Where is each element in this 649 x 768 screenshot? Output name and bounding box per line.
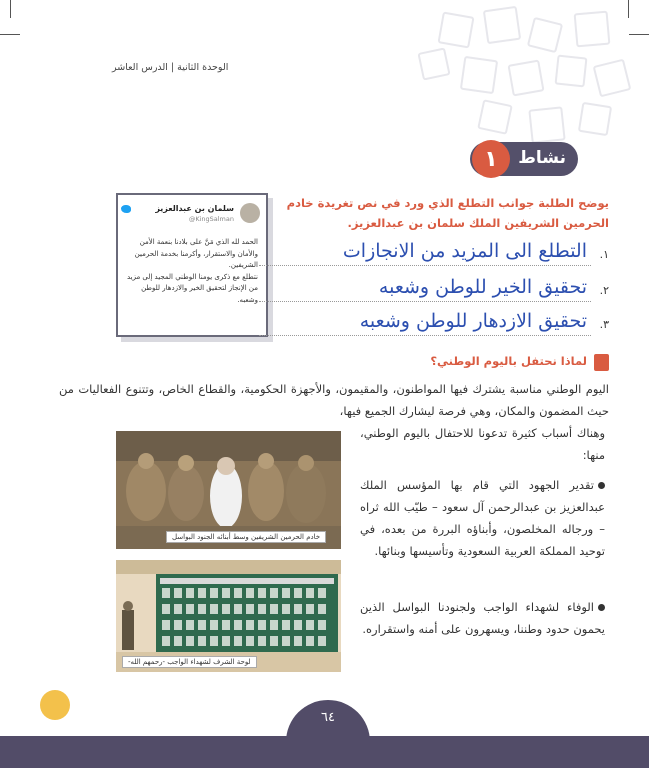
answer-line-3[interactable] <box>259 310 609 340</box>
decorative-square <box>437 11 474 48</box>
breadcrumb: الوحدة الثانية | الدرس العاشر <box>112 62 229 73</box>
answer-number: ١. <box>599 248 609 261</box>
decorative-square <box>417 47 450 80</box>
photo-king-with-soldiers <box>116 431 341 549</box>
activity-label: نشاط <box>518 148 566 168</box>
answer-text: التطلع الى المزيد من الانجازات <box>342 240 587 262</box>
answer-number: ٢. <box>599 284 609 297</box>
decorative-square <box>555 55 588 88</box>
reasons-intro: وهناك أسباب كثيرة تدعونا للاحتفال باليوم الوطني، منها: <box>360 426 605 462</box>
reason-text: تقدير الجهود التي قام بها المؤسس الملك عبدالعزيز بن عبدالرحمن آل سعود – طيّب الله ثراه – ورجاله المخلصون، وأبناؤه البررة من بعده، في توحيد المملكة العربية السعودية وتأسيسها وبنائها. <box>360 478 605 558</box>
section-marker-icon <box>594 354 609 371</box>
decorative-square <box>527 17 563 53</box>
section-paragraph: اليوم الوطني مناسبة يشترك فيها المواطنون، والمقيمون، والأجهزة الحكومية، والقطاع الخاص، وتتنوع الفعاليات من حيث المضمون والمكان، وهي فرصة ليشارك الجميع فيها، <box>59 382 609 418</box>
answer-text: تحقيق الخير للوطن وشعبه <box>378 276 587 298</box>
section-title: لماذا نحتفل باليوم الوطني؟ <box>430 354 587 368</box>
tweet-card <box>116 193 268 337</box>
decorative-square <box>507 59 544 96</box>
photo-honor-wall <box>116 560 341 672</box>
twitter-bird-icon <box>121 205 131 213</box>
reason-bullet-2 <box>360 596 605 640</box>
bullet-icon <box>598 482 605 489</box>
crop-mark <box>628 0 629 18</box>
tweet-text-line1: الحمد لله الذي مَنَّ على بلادنا بنعمة الأمن والأمان والاستقرار، وأكرمنا بخدمة الحرمين الشريفين. <box>134 238 258 269</box>
activity-number: ١ <box>472 140 510 178</box>
decorative-square <box>483 6 521 44</box>
publisher-logo-icon <box>40 690 70 720</box>
activity-instructions: يوضح الطلبة جوانب التطلع الذي ورد في نص تغريدة خادم الحرمين الشريفين الملك سلمان بن عبدالعزيز. <box>286 196 609 230</box>
answer-number: ٣. <box>599 318 609 331</box>
page-number-tab <box>286 700 370 742</box>
answer-line-1[interactable] <box>259 240 609 270</box>
crop-mark <box>0 34 20 35</box>
tweet-text <box>122 237 258 306</box>
reason-text: الوفاء لشهداء الواجب ولجنودنا البواسل الذين يحمون حدود وطننا، ويسهرون على أمنه واستقراره. <box>360 600 605 636</box>
avatar <box>240 203 260 223</box>
activity-badge <box>470 142 578 176</box>
tweet-handle: @KingSalman <box>188 215 234 223</box>
tweet-text-line2: نتطلع مع ذكرى يومنا الوطني المجيد إلى مزيد من الإنجاز لتحقيق الخير والازدهار للوطن وشعبه. <box>126 272 258 304</box>
tweet-author-name: سلمان بن عبدالعزيز <box>155 204 234 213</box>
bullet-icon <box>598 604 605 611</box>
page-number: ٦٤ <box>321 710 335 725</box>
decorative-square <box>578 102 612 136</box>
reason-bullet-1 <box>360 474 605 562</box>
decorative-square <box>460 56 498 94</box>
decorative-square <box>574 11 611 48</box>
photo-caption: لوحة الشرف لشهداء الواجب -رحمهم الله- <box>122 656 257 668</box>
answer-line-2[interactable] <box>259 276 609 306</box>
photo-caption: خادم الحرمين الشريفين وسط أبنائه الجنود البواسل <box>166 531 326 543</box>
answer-text: تحقيق الازدهار للوطن وشعبه <box>359 310 587 332</box>
decorative-square <box>593 59 632 98</box>
decorative-square <box>528 106 565 143</box>
crop-mark <box>629 34 649 35</box>
crop-mark <box>10 0 11 18</box>
decorative-square <box>477 99 513 135</box>
